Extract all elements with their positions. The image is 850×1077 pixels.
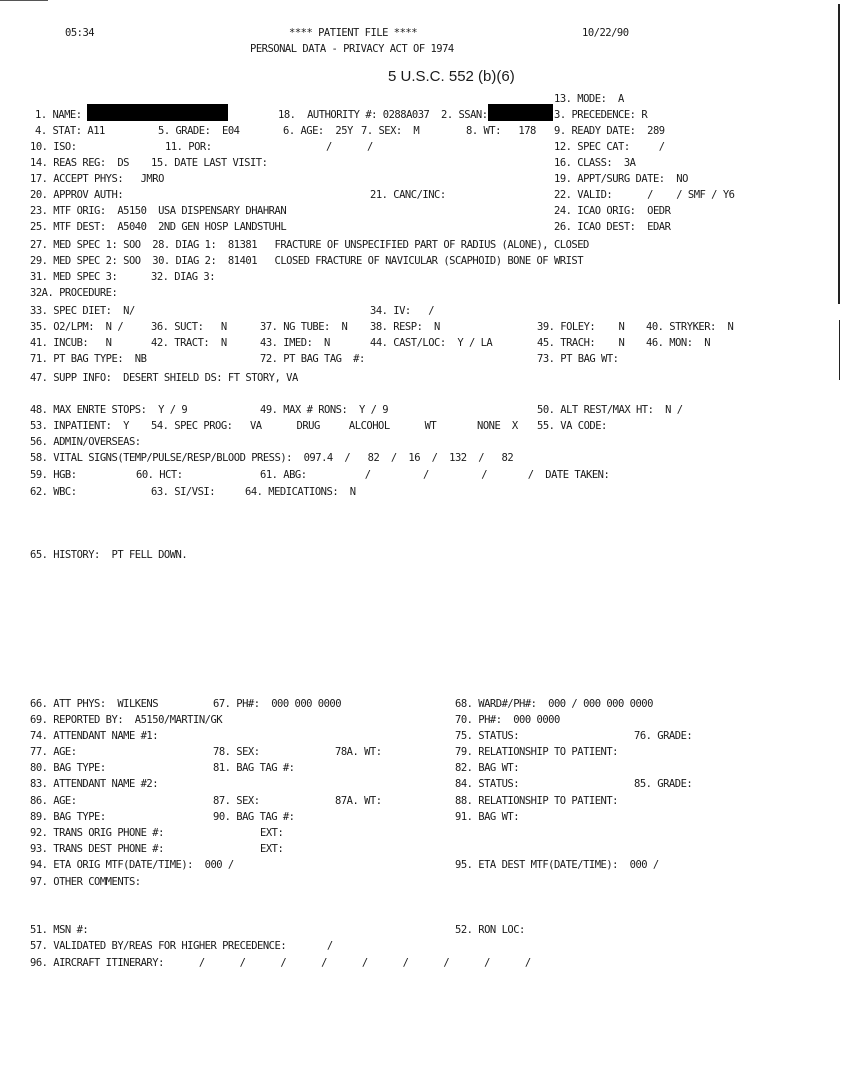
field-trans-orig-ext: EXT: [260, 827, 284, 839]
field-sex: 7. SEX: M [361, 125, 420, 137]
field-pt-bag-tag: 72. PT BAG TAG #: [260, 353, 365, 365]
field-attendant-1-bag-type: 80. BAG TYPE: [30, 762, 106, 774]
field-foley: 39. FOLEY: N [537, 321, 625, 333]
field-reas-reg: 14. REAS REG: DS [30, 157, 129, 169]
scan-right-edge [838, 4, 840, 304]
field-date-last-visit: 15. DATE LAST VISIT: [151, 157, 268, 169]
field-o2-lpm: 35. O2/LPM: N / [30, 321, 124, 333]
field-attendant-2-grade: 85. GRADE: [634, 778, 693, 790]
ssan-redaction [488, 104, 553, 121]
field-iso: 10. ISO: [30, 141, 77, 153]
field-attendant-1-wt: 78A. WT: [335, 746, 382, 758]
field-attendant-1-relationship: 79. RELATIONSHIP TO PATIENT: [455, 746, 619, 758]
field-attendant-1-status: 75. STATUS: [455, 730, 520, 742]
field-msn: 51. MSN #: [30, 924, 89, 936]
field-icao-orig: 24. ICAO ORIG: OEDR [554, 205, 671, 217]
field-medications: 64. MEDICATIONS: N [245, 486, 356, 498]
field-pt-bag-wt: 73. PT BAG WT: [537, 353, 619, 365]
field-trans-dest-ext: EXT: [260, 843, 284, 855]
field-mode: 13. MODE: A [554, 93, 624, 105]
scan-top-line [0, 0, 48, 1]
field-diag-3: 32. DIAG 3: [151, 271, 216, 283]
field-authority-ssan: 18. AUTHORITY #: 0288A037 2. SSAN: [278, 109, 488, 121]
field-supp-info: 47. SUPP INFO: DESERT SHIELD DS: FT STORY, VA [30, 372, 298, 384]
field-approv-auth: 20. APPROV AUTH: [30, 189, 124, 201]
field-imed: 43. IMED: N [260, 337, 330, 349]
field-ready-date: 9. READY DATE: 289 [554, 125, 665, 137]
name-redaction [87, 104, 228, 121]
field-max-rons: 49. MAX # RONS: Y / 9 [260, 404, 389, 416]
field-attendant-2-name: 83. ATTENDANT NAME #2: [30, 778, 159, 790]
field-spec-cat: 12. SPEC CAT: / [554, 141, 665, 153]
field-wt: 8. WT: 178 [466, 125, 536, 137]
field-attendant-1-age: 77. AGE: [30, 746, 77, 758]
field-reported-by: 69. REPORTED BY: A5150/MARTIN/GK [30, 714, 223, 726]
field-trach: 45. TRACH: N [537, 337, 625, 349]
field-attendant-1-name: 74. ATTENDANT NAME #1: [30, 730, 159, 742]
field-valid: 22. VALID: / / SMF / Y6 [554, 189, 735, 201]
field-eta-orig-mtf: 94. ETA ORIG MTF(DATE/TIME): 000 / [30, 859, 234, 871]
privacy-subtitle: PERSONAL DATA - PRIVACY ACT OF 1974 [250, 43, 454, 55]
field-vital-signs: 58. VITAL SIGNS(TEMP/PULSE/RESP/BLOOD PRESS): 097.4 / 82 / 16 / 132 / 82 [30, 452, 514, 464]
field-age: 6. AGE: 25Y [283, 125, 353, 137]
field-va-code: 55. VA CODE: [537, 420, 607, 432]
field-attendant-2-bag-wt: 91. BAG WT: [455, 811, 520, 823]
scan-right-edge-lower [839, 320, 840, 380]
field-att-phys: 66. ATT PHYS: WILKENS [30, 698, 159, 710]
field-tract: 42. TRACT: N [151, 337, 227, 349]
por-slash-1: / [326, 141, 332, 153]
field-ron-loc: 52. RON LOC: [455, 924, 525, 936]
document-title: **** PATIENT FILE **** [289, 27, 418, 39]
field-appt-surg-date: 19. APPT/SURG DATE: NO [554, 173, 688, 185]
field-cast-loc: 44. CAST/LOC: Y / LA [370, 337, 493, 349]
field-attendant-1-bag-wt: 82. BAG WT: [455, 762, 520, 774]
field-attendant-2-bag-type: 89. BAG TYPE: [30, 811, 106, 823]
field-hct: 60. HCT: [136, 469, 183, 481]
field-eta-dest-mtf: 95. ETA DEST MTF(DATE/TIME): 000 / [455, 859, 659, 871]
field-resp: 38. RESP: N [370, 321, 440, 333]
field-attendant-1-grade: 76. GRADE: [634, 730, 693, 742]
field-att-phone: 67. PH#: 000 000 0000 [213, 698, 342, 710]
field-suct: 36. SUCT: N [151, 321, 227, 333]
field-si-vsi: 63. SI/VSI: [151, 486, 216, 498]
field-mtf-orig: 23. MTF ORIG: A5150 USA DISPENSARY DHAHRAN [30, 205, 287, 217]
foia-exemption-stamp: 5 U.S.C. 552 (b)(6) [388, 68, 515, 85]
field-validated-by: 57. VALIDATED BY/REAS FOR HIGHER PRECEDENCE: / [30, 940, 333, 952]
field-attendant-1-bag-tag: 81. BAG TAG #: [213, 762, 295, 774]
field-other-comments: 97. OTHER COMMENTS: [30, 876, 141, 888]
field-incub: 41. INCUB: N [30, 337, 112, 349]
field-ng-tube: 37. NG TUBE: N [260, 321, 348, 333]
field-attendant-1-sex: 78. SEX: [213, 746, 260, 758]
field-attendant-2-wt: 87A. WT: [335, 795, 382, 807]
field-stat: 4. STAT: A11 [35, 125, 105, 137]
field-abg: 61. ABG: / / / / DATE TAKEN: [260, 469, 610, 481]
print-time: 05:34 [65, 27, 95, 39]
field-pt-bag-type: 71. PT BAG TYPE: NB [30, 353, 147, 365]
field-spec-diet: 33. SPEC DIET: N/ [30, 305, 135, 317]
field-procedure: 32A. PROCEDURE: [30, 287, 118, 299]
field-attendant-2-age: 86. AGE: [30, 795, 77, 807]
field-precedence: 3. PRECEDENCE: R [554, 109, 648, 121]
por-slash-2: / [367, 141, 373, 153]
field-alt-rest: 50. ALT REST/MAX HT: N / [537, 404, 683, 416]
field-max-enrte-stops: 48. MAX ENRTE STOPS: Y / 9 [30, 404, 188, 416]
field-attendant-2-bag-tag: 90. BAG TAG #: [213, 811, 295, 823]
field-history: 65. HISTORY: PT FELL DOWN. [30, 549, 188, 561]
field-class: 16. CLASS: 3A [554, 157, 636, 169]
field-iv: 34. IV: / [370, 305, 435, 317]
field-wbc: 62. WBC: [30, 486, 77, 498]
field-mon: 46. MON: N [646, 337, 711, 349]
field-admin-overseas: 56. ADMIN/OVERSEAS: [30, 436, 141, 448]
field-trans-dest-phone: 93. TRANS DEST PHONE #: [30, 843, 164, 855]
field-med-spec-3: 31. MED SPEC 3: [30, 271, 118, 283]
field-ward-phone: 68. WARD#/PH#: 000 / 000 000 0000 [455, 698, 653, 710]
field-por: 11. POR: [165, 141, 212, 153]
field-med-spec-2-diag-2: 29. MED SPEC 2: SOO 30. DIAG 2: 81401 CLOSED FRACTURE OF NAVICULAR (SCAPHOID) BONE OF WRIST [30, 255, 584, 267]
field-hgb: 59. HGB: [30, 469, 77, 481]
field-spec-prog: 54. SPEC PROG: VA DRUG ALCOHOL WT NONE X [151, 420, 518, 432]
print-date: 10/22/90 [582, 27, 629, 39]
field-reporter-phone: 70. PH#: 000 0000 [455, 714, 560, 726]
field-mtf-dest: 25. MTF DEST: A5040 2ND GEN HOSP LANDSTUHL [30, 221, 287, 233]
field-accept-phys: 17. ACCEPT PHYS: JMRO [30, 173, 164, 185]
field-attendant-2-relationship: 88. RELATIONSHIP TO PATIENT: [455, 795, 619, 807]
field-stryker: 40. STRYKER: N [646, 321, 734, 333]
field-icao-dest: 26. ICAO DEST: EDAR [554, 221, 671, 233]
field-trans-orig-phone: 92. TRANS ORIG PHONE #: [30, 827, 164, 839]
field-attendant-2-status: 84. STATUS: [455, 778, 520, 790]
field-canc-inc: 21. CANC/INC: [370, 189, 446, 201]
field-attendant-2-sex: 87. SEX: [213, 795, 260, 807]
field-aircraft-itinerary: 96. AIRCRAFT ITINERARY: / / / / / / / / / [30, 957, 531, 969]
field-inpatient: 53. INPATIENT: Y [30, 420, 129, 432]
field-grade: 5. GRADE: E04 [158, 125, 240, 137]
field-med-spec-1-diag-1: 27. MED SPEC 1: SOO 28. DIAG 1: 81381 FRACTURE OF UNSPECIFIED PART OF RADIUS (ALONE), CLOSED [30, 239, 589, 251]
field-name: 1. NAME: [35, 109, 82, 121]
